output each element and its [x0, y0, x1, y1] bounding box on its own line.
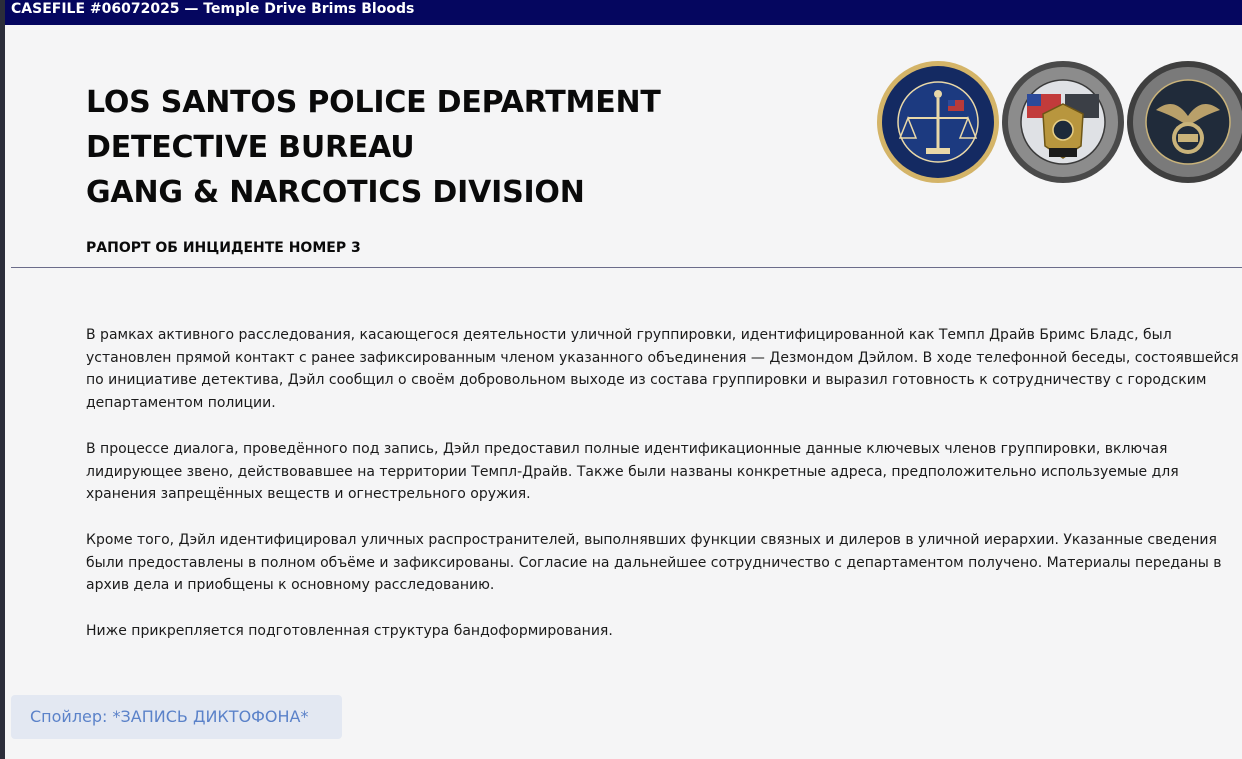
header-divider [11, 267, 1242, 268]
paragraph-3 [86, 529, 1242, 597]
paragraph-4 [86, 620, 1242, 643]
spoiler-label: Спойлер: *ЗАПИСЬ ДИКТОФОНА* [30, 707, 309, 726]
paragraph-1-line-4: департаментом полиции. [86, 395, 276, 412]
report-subheading: РАПОРТ ОБ ИНЦИДЕНТЕ НОМЕР 3 [86, 240, 361, 256]
paragraph-1-line-3: по инициативе детектива, Дэйл сообщил о своём добровольном выходе из состава группировки и выразил готовность к сотрудничеству с городским [86, 372, 1207, 389]
left-edge-border [0, 0, 5, 759]
paragraph-1-line-2: установлен прямой контакт с ранее зафиксированным членом указанного объединения — Дезмондом Дэйлом. В ходе телефонной беседы, состоявшейся [86, 349, 1239, 366]
spoiler-toggle-button[interactable] [11, 695, 342, 739]
paragraph-1 [86, 324, 1242, 415]
paragraph-2-line-2: лидирующее звено, действовавшее на территории Темпл-Драйв. Также были названы конкретные адреса, предположительно используемые для [86, 463, 1179, 480]
department-header [86, 80, 661, 215]
window-titlebar [0, 0, 1242, 25]
department-seals [876, 60, 1242, 184]
paragraph-3-line-3: архив дела и приобщены к основному расследованию. [86, 577, 495, 594]
window-title: CASEFILE #06072025 — Temple Drive Brims Bloods [11, 1, 415, 17]
header-line-bureau: DETECTIVE BUREAU [86, 130, 415, 165]
detective-services-seal-icon [1001, 60, 1125, 184]
paragraph-1-line-1: В рамках активного расследования, касающегося деятельности уличной группировки, идентифицированной как Темпл Драйв Бримс Бладс, был [86, 327, 1172, 343]
header-line-department: LOS SANTOS POLICE DEPARTMENT [86, 85, 661, 120]
paragraph-2-line-1: В процессе диалога, проведённого под запись, Дэйл предоставил полные идентификационные данные ключевых членов группировки, включая [86, 440, 1168, 457]
gnd-seal-icon [1126, 60, 1242, 184]
lspd-seal-icon [876, 60, 1000, 184]
paragraph-2 [86, 438, 1242, 506]
paragraph-3-line-2: были предоставлены в полном объёме и зафиксированы. Согласие на дальнейшее сотрудничество с департаментом получено. Материалы переданы в [86, 554, 1222, 571]
paragraph-2-line-3: хранения запрещённых веществ и огнестрельного оружия. [86, 486, 531, 503]
paragraph-3-line-1: Кроме того, Дэйл идентифицировал уличных распространителей, выполнявших функции связных и дилеров в уличной иерархии. Указанные сведения [86, 531, 1217, 548]
header-line-division: GANG & NARCOTICS DIVISION [86, 175, 585, 210]
report-body [86, 324, 1242, 666]
paragraph-4-line-1: Ниже прикрепляется подготовленная структура бандоформирования. [86, 623, 613, 640]
